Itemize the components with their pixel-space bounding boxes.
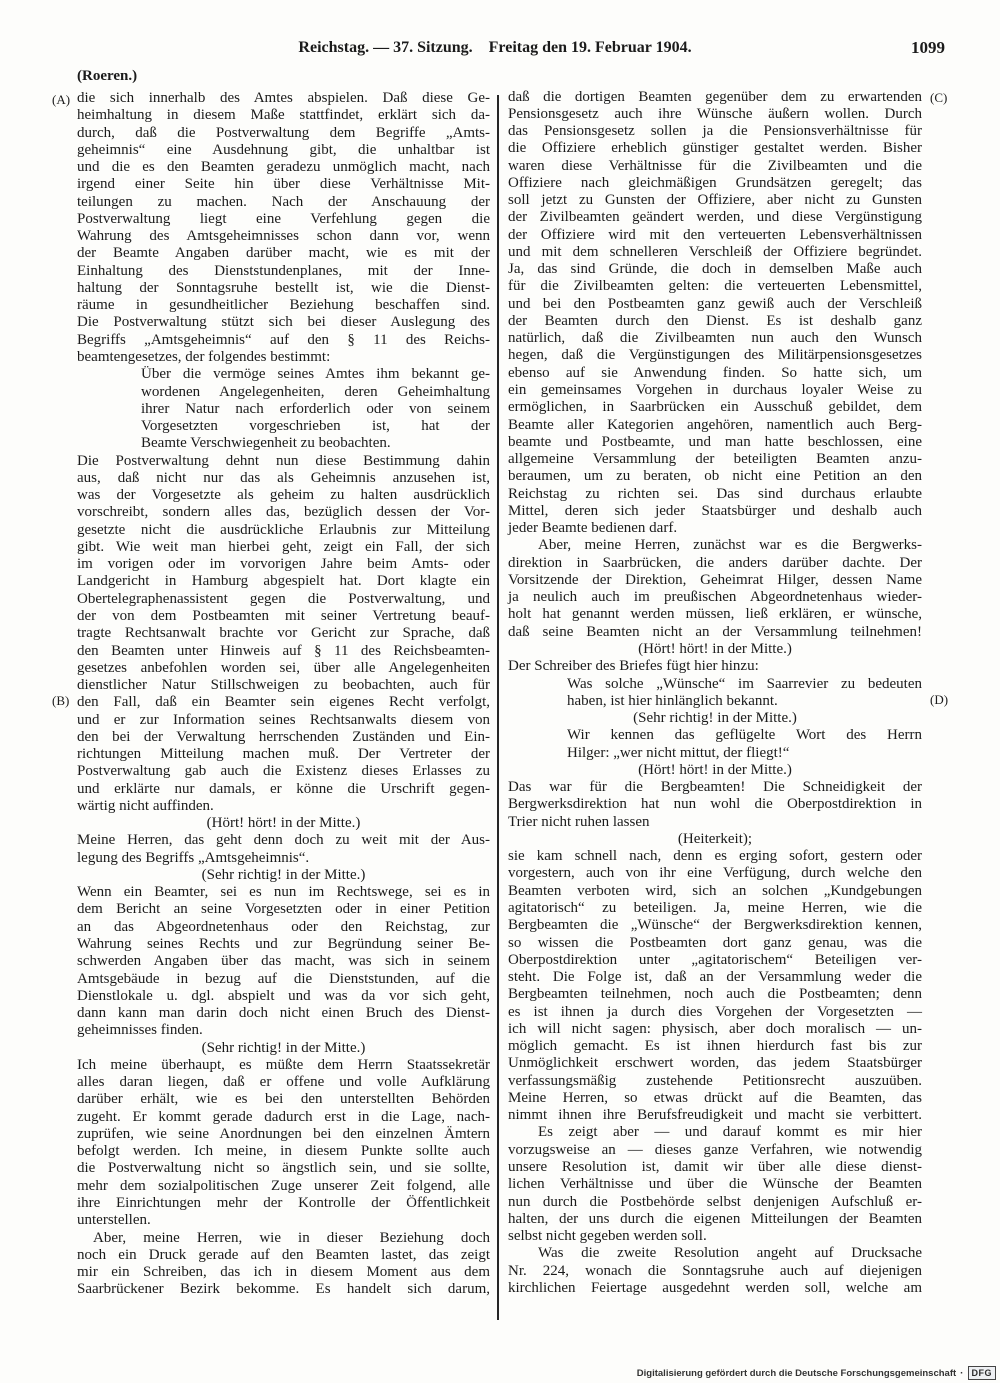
text-line: mir ein Schreiben, das ich in diesem Moment aus dem (77, 1264, 490, 1281)
text-line: Beamten verboten wird, sich an solchen „Kundgebungen (508, 882, 922, 899)
text-line: Begriffs „Amtsgeheimnis“ auf den § 11 des Reichs- (77, 331, 490, 348)
text-line: möglich gemacht. Es ist ihnen hierdurch fast bis zur (508, 1038, 922, 1055)
margin-mark-c: (C) (930, 90, 948, 105)
quote-line: haben, ist hier hinlänglich bekannt. (567, 692, 778, 709)
text-line: ermöglichen, in Saarbrücken ein Ausschuß gebildet, dem (508, 399, 922, 416)
text-line: Dienstlokale u. dgl. abspielt und was da vor sich geht, (77, 987, 490, 1004)
text-line: der von dem Postbeamten mit seiner Vertretung beauf- (77, 607, 490, 624)
running-header (245, 38, 745, 58)
text-line: den Fall, daß ein Beamter sein eigenes Recht verfolgt, (77, 694, 490, 711)
text-line: Mittel, deren sich jeder Staatsbürger und deshalb auch (508, 502, 922, 519)
text-line: Offiziere nach gleichmäßigen Grundsätzen geregelt; das (508, 174, 922, 191)
text-line: daß die dortigen Beamten gegenüber dem zu erwartenden (508, 88, 922, 105)
text-line: Aber, meine Herren, zunächst war es die Bergwerks- (538, 537, 922, 554)
text-line: Ja, das sind Gründe, die doch in demselben Maße auch (508, 261, 922, 278)
text-line: der Offiziere wird mit den verteuerten Lebensverhältnissen (508, 226, 922, 243)
text-line: Postverwaltung gab auch die Existenz dieses Erlasses zu (77, 763, 490, 780)
text-line: Der Schreiber des Briefes fügt hier hinzu: (508, 658, 759, 675)
text-line: haltung der Sonntagsruhe bestellt ist, wie die Dienst- (77, 279, 490, 296)
quote-line: Wir kennen das geflügelte Wort des Herrn (567, 727, 922, 744)
text-line: teilungen zu machen. Nach der Anschauung der (77, 193, 490, 210)
text-line: allgemeine Versammlung der beteiligten Beamten anzu- (508, 451, 922, 468)
text-line: hegen, daß die Vergünstigungen des Militärpensionsgesetzes (508, 347, 922, 364)
text-line: wärtig nicht auffinden. (77, 797, 214, 814)
text-line: steht. Die Folge ist, daß an der Versammlung weder die (508, 969, 922, 986)
text-line: Reichstag zu richten sei. Das sind durchaus erlaubte (508, 485, 922, 502)
text-line: es ist ihnen ja durch dies Vorgehen der Vorgesetzten — (508, 1003, 922, 1020)
text-line: geheimnis“ eine Ausdehnung gibt, die unhaltbar ist (77, 141, 490, 158)
dfg-logo: DFG (968, 1366, 997, 1380)
text-line: darüber erhält, wie es bei den unterstellten Behörden (77, 1091, 490, 1108)
text-line: dann kann man darin doch nicht einen Bruch des Dienst- (77, 1005, 490, 1022)
quote-line: Vorgesetzten vorgeschrieben ist, hat der (141, 418, 490, 435)
footer-text: Digitalisierung gefördert durch die Deutsche Forschungsgemeinschaft (636, 1367, 957, 1379)
text-line: das Pensionsgesetz sollen ja die Pensionsverhältnisse für (508, 123, 922, 140)
text-line: Ich meine überhaupt, es müßte dem Herrn Staatssekretär (77, 1056, 490, 1073)
text-line: alles daran liegen, daß er offene und volle Aufklärung (77, 1074, 490, 1091)
stage-direction: (Hört! hört! in der Mitte.) (638, 641, 792, 657)
text-line: Wahrung seines Rechts und zur Begründung seiner Be- (77, 936, 490, 953)
text-line: der Beamten durch den Dienst. Es ist deshalb ganz (508, 312, 922, 329)
margin-mark-a: (A) (52, 92, 71, 107)
text-line: Vorsitzende der Direktion, Geheimrat Hilger, dessen Name (508, 571, 922, 588)
header-date: Freitag den 19. Februar 1904. (488, 39, 692, 56)
column-divider (497, 95, 499, 1320)
text-line: und erklärte nur damals, er könne die Urschrift gegen- (77, 780, 490, 797)
text-line: ja neulich auch im preußischen Abgeordnetenhaus wieder- (508, 589, 922, 606)
text-line: an das Abgeordnetenhaus oder den Reichstag, zur (77, 918, 490, 935)
text-line: jeder Beamte bedienen darf. (508, 520, 678, 537)
text-line: halten, der uns durch die eigenen Mitteilungen der Beamten (508, 1210, 922, 1227)
text-line: holt hat genannt werden müssen, ließ erklären, er wünsche, (508, 606, 922, 623)
text-line: Wahrung des Amtsgeheimnisses schon dann vor, wenn (77, 228, 490, 245)
text-line: Die Postverwaltung stützt sich bei dieser Auslegung des (77, 314, 490, 331)
text-line: ihre Einrichtungen mehr der Kontrolle der Öffentlichkeit (77, 1195, 490, 1211)
text-line: Obertelegraphenassistent gegen die Postverwaltung, und (77, 590, 490, 607)
text-line: zuprüfen, wie seine Anordnungen bei den einzelnen Ämtern (77, 1125, 490, 1142)
footer-separator: · (960, 1367, 964, 1379)
text-line: vorgestern, auch von ihr eine Verfügung, durch welche den (508, 865, 922, 882)
text-line: lichen Verhältnisse und über die Wünsche der Beamten (508, 1176, 922, 1193)
page-number: 1099 (911, 38, 945, 57)
stage-direction: (Hört! hört! in der Mitte.) (638, 761, 792, 778)
text-line: geheimnisses finden. (77, 1022, 203, 1039)
text-line: selbst nicht gegeben werden soll. (508, 1228, 707, 1245)
text-line: Meine Herren, so etwas drückt auf die Beamten, das (508, 1089, 922, 1106)
text-line: ich will nicht sagen: physisch, aber doch moralisch — un- (508, 1020, 922, 1037)
quote-line: Hilger: „wer nicht mittut, der fliegt!“ (567, 744, 790, 761)
text-line: beamte und Postbeamte, und man hatte beschlossen, eine (508, 433, 922, 450)
text-line: die Postverwaltung nicht so ängstlich sein, und sie sollte, (77, 1160, 490, 1177)
text-line: dienstlicher Natur Stillschweigen zu beobachten, auch für (77, 677, 490, 694)
text-line: vorschreibt, sondern alles das, bezüglich dessen der Vor- (77, 504, 490, 521)
text-line: sie kam schnell nach, denn es erging sofort, gestern oder (508, 848, 922, 865)
text-line: Bergbeamten die „Wünsche“ der Bergwerksdirektion kennen, (508, 917, 922, 934)
text-line: ebenso auf sie Anwendung finden. So hatte sich, um (508, 364, 922, 381)
text-line: unterstellen. (77, 1212, 151, 1229)
text-line: Einhaltung des Dienststundenplanes, mit der Inne- (77, 262, 490, 279)
text-line: vorzugsweise an — dieses ganze Verfahren, wie notwendig (508, 1141, 922, 1158)
text-line: Meine Herren, das geht denn doch zu weit mit der Aus- (77, 832, 490, 849)
stage-direction: (Heiterkeit); (677, 830, 753, 847)
text-line: verfassungsmäßig zustehende Petitionsrecht auszuüben. (508, 1072, 922, 1089)
text-line: die sich innerhalb des Amtes abspielen. Daß diese Ge- (77, 90, 490, 106)
text-line: gibt. Wie weit man hierbei geht, zeigt ein Fall, der sich (77, 538, 490, 555)
header-session: Reichstag. — 37. Sitzung. (298, 39, 473, 56)
text-line: schwerden Angaben über das macht, was sich in seinem (77, 953, 490, 970)
text-line: kirchlichen Feiertage ausgedehnt werden soll, welche am (508, 1279, 922, 1296)
quote-line: wordenen Angelegenheiten, deren Geheimhaltung (141, 383, 490, 400)
stage-direction: (Sehr richtig! in der Mitte.) (633, 710, 797, 727)
text-line: Das war für die Bergbeamten! Die Schneidigkeit der (508, 779, 922, 796)
text-line: waren diese Verhältnisse für die Zivilbeamten und die (508, 157, 922, 174)
text-line: Beamte aller Kategorien angehören, namentlich auch Berg- (508, 416, 922, 433)
text-line: nimmt ihnen ihre Berufsfreudigkeit und macht sie verbittert. (508, 1107, 922, 1124)
quote-line: Über die vermöge seines Amtes ihm bekannt ge- (141, 366, 490, 383)
quote-line: Beamte Verschwiegenheit zu beobachten. (141, 435, 391, 452)
text-line: Nr. 224, wonach die Sonntagsruhe auch auf diejenigen (508, 1262, 922, 1279)
stage-direction: (Sehr richtig! in der Mitte.) (201, 866, 366, 883)
text-line: beamtengesetzes, der folgendes bestimmt: (77, 348, 331, 365)
quote-line: ihrer Natur nach erforderlich oder von seinem (141, 400, 490, 417)
text-line: was der Vorgesetzte als geheim zu halten ausdrücklich (77, 487, 490, 504)
quote-line: Was solche „Wünsche“ im Saarrevier zu bedeuten (567, 675, 922, 692)
text-line: heimhaltung in diesem Maße stattfindet, erklärt sich da- (77, 107, 490, 124)
digitization-credit (637, 1366, 996, 1380)
text-line: mehr dem sozialpolitischen Zuge unserer Zeit folgend, alle (77, 1177, 490, 1194)
text-line: direktion in Saarbrücken, die anders darüber dachte. Der (508, 554, 922, 571)
text-line: den Beamten unter Hinweis auf § 11 des Reichsbeamten- (77, 642, 490, 659)
text-line: durch, daß die Postverwaltung dem Begriffe „Amts- (77, 124, 490, 141)
text-line: Oberpostdirektion unter „agitatorischem“ Beteiligen ver- (508, 951, 922, 968)
text-line: zugeht. Er kommt gerade dadurch erst in die Lage, nach- (77, 1108, 490, 1125)
text-line: unsere Resolution ist, damit wir über alle diese dienst- (508, 1158, 922, 1175)
margin-mark-d: (D) (930, 692, 949, 707)
text-line: der Beamte Angaben darüber macht, wie es mit der (77, 245, 490, 262)
text-line: Trier nicht ruhen lassen (508, 813, 650, 830)
text-line: gesetzte nicht die ausdrückliche Erlaubnis zur Mitteilung (77, 521, 490, 538)
text-line: und mit dem schnelleren Verschleiß der Offiziere begründet. (508, 243, 922, 260)
text-line: Bergbeamten teilnehmen, noch auch die Postbeamten; denn (508, 986, 922, 1003)
text-line: Wenn ein Beamter, sei es nun im Rechtswege, sei es in (77, 884, 490, 901)
text-line: den bei der Verwaltung herrschenden Zuständen und Ein- (77, 728, 490, 745)
text-line: Landgericht in Hamburg abgespielt hat. Dort klagte ein (77, 573, 490, 590)
margin-mark-b: (B) (52, 693, 70, 708)
text-line: nun durch die Postbehörde selbst denjenigen Aufschluß er- (508, 1193, 922, 1210)
text-line: und er zur Information seines Rechtsanwalts diesem von (77, 711, 490, 728)
text-line: Amtsgebäude in bezug auf die Dienststunden, auf die (77, 970, 490, 987)
text-line: Was die zweite Resolution angeht auf Drucksache (538, 1245, 922, 1262)
left-column (77, 90, 490, 1299)
text-line: daß seine Beamten nicht an der Versammlung teilnehmen! (508, 623, 922, 640)
text-line: irgend einer Seite hin über diese Verhältnisse Mit- (77, 176, 490, 193)
text-line: dem Bericht an seine Vorgesetzten oder in einer Petition (77, 901, 490, 918)
text-line: und bei den Postbeamten ganz gewiß auch der Verschleiß (508, 295, 922, 312)
text-line: legung des Begriffs „Amtsgeheimnis“. (77, 849, 310, 866)
text-line: beraumen, um zu beraten, ob nicht eine Petition an den (508, 468, 922, 485)
text-line: natürlich, daß die Zivilbeamten nun auch den Wunsch (508, 330, 922, 347)
text-line: im vorigen oder im vorvorigen Jahre beim Amts- oder (77, 556, 490, 573)
text-line: der Zivilbeamten geändert werden, und diese Vergünstigung (508, 209, 922, 226)
text-line: Postverwaltung liegt eine Verfehlung gegen die (77, 210, 490, 227)
text-line: tragte Rechtsanwalt brachte vor Gericht zur Sprache, daß (77, 625, 490, 642)
text-line: Es zeigt aber — und darauf kommt es mir hier (538, 1124, 922, 1141)
text-line: die Offiziere erheblich günstiger gestaltet werden. Bisher (508, 140, 922, 157)
right-column (508, 89, 922, 1298)
text-line: und die es den Beamten geradezu unmöglich macht, nach (77, 159, 490, 176)
text-line: gesetzes anbefohlen worden sei, über alle Angelegenheiten (77, 659, 490, 676)
text-line: richtungen Mitteilung machen muß. Der Vertreter der (77, 746, 490, 763)
text-line: noch ein Druck gerade auf den Beamten lastet, das zeigt (77, 1246, 490, 1263)
text-line: ein gemeinsames Vorgehen in durchaus loyaler Weise zu (508, 382, 922, 399)
text-line: für die Zivilbeamten gelten: die verteuerten Lebensmittel, (508, 278, 922, 295)
text-line: Pensionsgesetz auch ihre Wünsche äußern wollen. Durch (508, 105, 922, 122)
stage-direction: (Hört! hört! in der Mitte.) (206, 815, 361, 832)
text-line: Die Postverwaltung dehnt nun diese Bestimmung dahin (77, 452, 490, 469)
stage-direction: (Sehr richtig! in der Mitte.) (201, 1039, 366, 1056)
text-line: Aber, meine Herren, wie in dieser Beziehung doch (93, 1229, 490, 1246)
text-line: Saarbrückener Bezirk bekomme. Es handelt sich darum, (77, 1281, 490, 1298)
text-line: befolgt werden. Ich meine, in diesem Punkte sollte auch (77, 1143, 490, 1160)
text-line: agitatorisch“ zu beteiligen. Ja, meine Herren, wie die (508, 899, 922, 916)
text-line: soll jetzt zu Gunsten der Offiziere, aber nicht zu Gunsten (508, 192, 922, 209)
text-line: räume in gesundheitlicher Beziehung beschaffen sind. (77, 297, 490, 314)
text-line: aus, daß nicht nur das als Geheimnis anzusehen ist, (77, 469, 490, 486)
text-line: Unmöglichkeit erschwert worden, das jedem Staatsbürger (508, 1055, 922, 1072)
text-line: so wissen die Postbeamten dort ganz genau, was die (508, 934, 922, 951)
speaker-name: (Roeren.) (77, 68, 138, 84)
text-line: Bergwerksdirektion hat nun wohl die Oberpostdirektion in (508, 796, 922, 813)
